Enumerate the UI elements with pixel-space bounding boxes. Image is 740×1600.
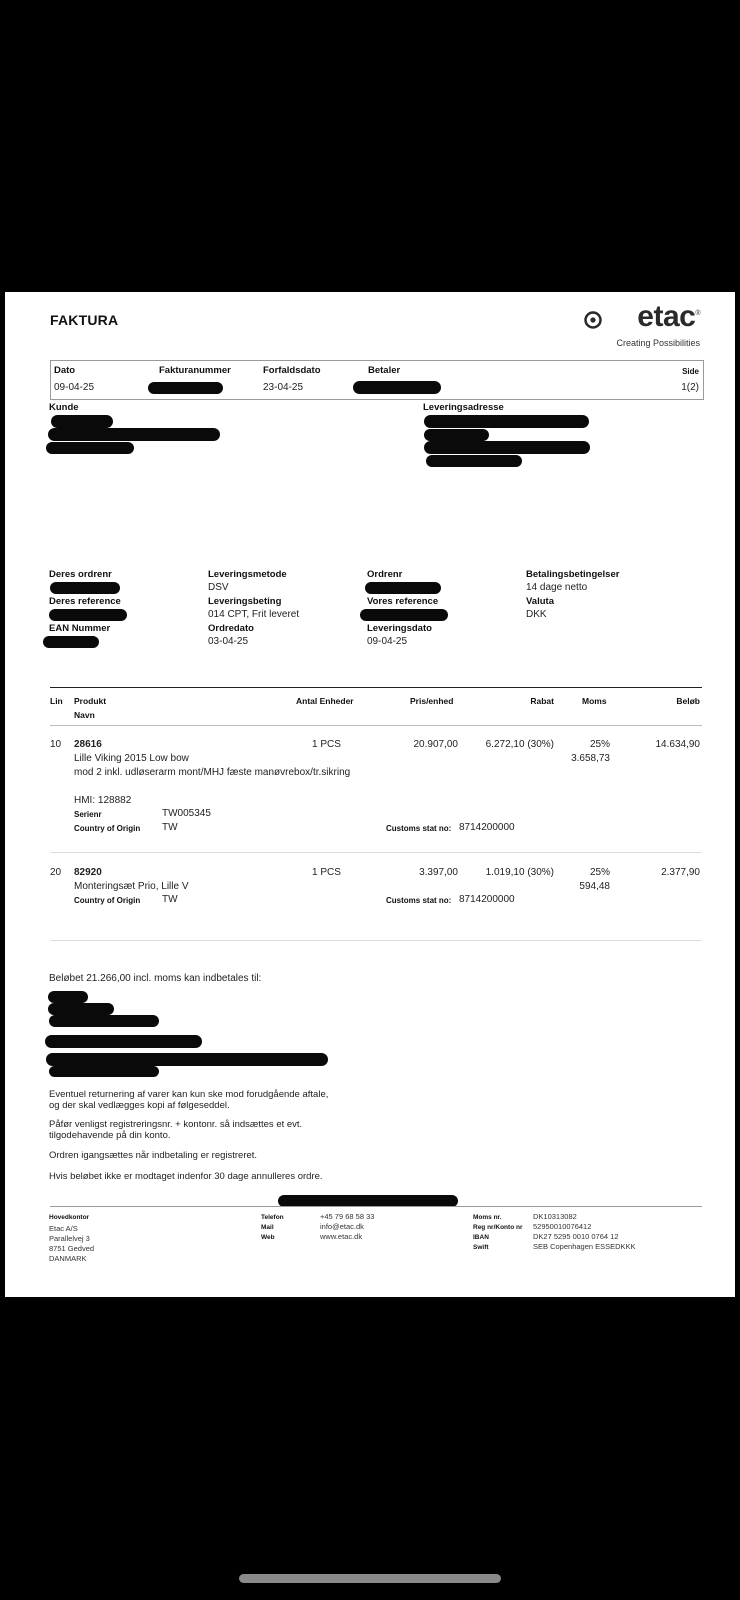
logo-word: etac <box>637 300 696 333</box>
line-1-customs-label: Customs stat no: <box>386 824 452 833</box>
line-2-customs-label: Customs stat no: <box>386 896 452 905</box>
redaction-kunde-3 <box>46 442 134 454</box>
swift-value: SEB Copenhagen ESSEDKKK <box>533 1242 636 1251</box>
col-produkt: Produkt <box>74 696 107 706</box>
line-1-lin: 10 <box>50 739 62 750</box>
redaction-pay-1 <box>48 991 88 1003</box>
betalingsbetingelser-value: 14 dage netto <box>526 582 588 593</box>
col-pris: Pris/enhed <box>410 696 454 706</box>
line-2-origin-value: TW <box>162 894 178 905</box>
swift-label: Swift <box>473 1244 489 1251</box>
redaction-pay-4 <box>45 1035 202 1048</box>
telefon-label: Telefon <box>261 1214 284 1221</box>
payment-amount-text: Beløbet 21.266,00 incl. moms kan indbetales til: <box>49 973 262 984</box>
line-1-discount: 6.272,10 (30%) <box>485 739 554 750</box>
line-1-hmi: HMI: 128882 <box>74 795 132 806</box>
valuta-label: Valuta <box>526 596 554 607</box>
reg-label: Reg nr/Konto nr <box>473 1224 523 1231</box>
col-navn: Navn <box>74 710 95 720</box>
ordredato-value: 03-04-25 <box>208 636 249 647</box>
redaction-kunde-2 <box>48 428 220 441</box>
line-2-amount: 2.377,90 <box>661 867 700 878</box>
telefon-value: +45 79 68 58 33 <box>320 1212 375 1221</box>
redaction-deres-reference <box>49 609 127 621</box>
col-antal: Antal Enheder <box>296 696 354 706</box>
col-belob: Beløb <box>676 696 700 706</box>
reg-value: 52950010076412 <box>533 1222 592 1231</box>
ordredato-label: Ordredato <box>208 623 254 634</box>
web-label: Web <box>261 1234 275 1241</box>
line-1-qty: 1 PCS <box>312 739 341 750</box>
leveringsmetode-value: DSV <box>208 582 229 593</box>
side-value: 1(2) <box>681 382 699 393</box>
note-return: Eventuel returnering af varer kan kun ske mod forudgående aftale, og der skal vedlægges kopi af følgeseddel. <box>49 1089 329 1111</box>
redaction-lev-4 <box>426 455 522 467</box>
redaction-pay-3 <box>49 1015 159 1027</box>
forfaldsdato-label: Forfaldsdato <box>263 365 321 376</box>
col-moms: Moms <box>582 696 607 706</box>
footer-rule <box>50 1206 702 1207</box>
redaction-ean <box>43 636 99 648</box>
fakturanummer-label: Fakturanummer <box>159 365 231 376</box>
leveringsbeting-label: Leveringsbeting <box>208 596 282 607</box>
vores-reference-label: Vores reference <box>367 596 439 607</box>
kunde-label: Kunde <box>49 402 79 413</box>
redaction-fakturanummer <box>148 382 223 394</box>
line-1-product: 28616 <box>74 739 102 750</box>
leveringsdato-value: 09-04-25 <box>367 636 408 647</box>
line-1-amount: 14.634,90 <box>655 739 700 750</box>
line-2-name: Monteringsæt Prio, Lille V <box>74 881 189 892</box>
line-2-product: 82920 <box>74 867 102 878</box>
line-1-serienr-value: TW005345 <box>162 808 211 819</box>
line-2-vat-rate: 25% <box>589 867 610 878</box>
betalingsbetingelser-label: Betalingsbetingelser <box>526 569 620 580</box>
line-1-vat-rate: 25% <box>589 739 610 750</box>
deres-ordrenr-label: Deres ordrenr <box>49 569 112 580</box>
line-1-origin-value: TW <box>162 822 178 833</box>
line-2-price: 3.397,00 <box>419 867 458 878</box>
line-2-customs-value: 8714200000 <box>459 894 515 905</box>
address-line-2: Parallelvej 3 <box>49 1234 90 1243</box>
note-order-start: Ordren igangsættes når indbetaling er registreret. <box>49 1150 258 1161</box>
ordrenr-label: Ordrenr <box>367 569 403 580</box>
line-1-desc: mod 2 inkl. udløserarm mont/MHJ fæste manøvrebox/tr.sikring <box>74 767 351 778</box>
line-1-serienr-label: Serienr <box>74 810 102 819</box>
redaction-lev-3 <box>424 441 590 454</box>
note-registration: Påfør venligst registreringsnr. + kontonr. så indsættes et evt. tilgodehavende på din konto. <box>49 1119 303 1141</box>
invoice-header-box <box>50 360 704 400</box>
redaction-deres-ordrenr <box>50 582 120 594</box>
dato-label: Dato <box>54 365 76 376</box>
line-2-discount: 1.019,10 (30%) <box>485 867 554 878</box>
leveringsbeting-value: 014 CPT, Frit leveret <box>208 609 300 620</box>
table-top-rule <box>50 687 702 688</box>
redaction-pay-6 <box>49 1066 159 1077</box>
valuta-value: DKK <box>526 609 547 620</box>
betaler-label: Betaler <box>368 365 401 376</box>
hovedkontor-label: Hovedkontor <box>49 1214 90 1221</box>
leveringsdato-label: Leveringsdato <box>367 623 432 634</box>
line-2-origin-label: Country of Origin <box>74 896 141 905</box>
mail-value: info@etac.dk <box>320 1222 364 1231</box>
address-line-3: 8751 Gedved <box>49 1244 95 1253</box>
line-2-qty: 1 PCS <box>312 867 341 878</box>
logo-registered: ® <box>695 310 700 317</box>
redaction-ordrenr <box>365 582 441 594</box>
address-line-4: DANMARK <box>49 1254 87 1263</box>
dato-value: 09-04-25 <box>54 382 95 393</box>
line-2-rule <box>50 940 702 941</box>
redaction-pay-2 <box>48 1003 114 1015</box>
moms-value: DK10313082 <box>533 1212 577 1221</box>
redaction-lev-2 <box>424 429 489 441</box>
address-line-1: Etac A/S <box>49 1224 78 1233</box>
redaction-lev-1 <box>424 415 589 428</box>
line-1-rule <box>50 852 702 853</box>
redaction-betaler <box>353 381 441 394</box>
line-2-vat-amount: 594,48 <box>579 881 610 892</box>
moms-label: Moms nr. <box>473 1214 502 1221</box>
table-header-rule <box>50 725 702 726</box>
iban-value: DK27 5295 0010 0764 12 <box>533 1232 619 1241</box>
redaction-vores-reference <box>360 609 448 621</box>
leveringsadresse-label: Leveringsadresse <box>423 402 504 413</box>
col-rabat: Rabat <box>530 696 554 706</box>
redaction-kunde-1 <box>51 415 113 428</box>
leveringsmetode-label: Leveringsmetode <box>208 569 287 580</box>
home-indicator[interactable] <box>239 1574 501 1583</box>
deres-reference-label: Deres reference <box>49 596 121 607</box>
forfaldsdato-value: 23-04-25 <box>263 382 304 393</box>
mail-label: Mail <box>261 1224 274 1231</box>
invoice-page <box>5 292 735 1297</box>
line-1-vat-amount: 3.658,73 <box>571 753 610 764</box>
note-cancel: Hvis beløbet ikke er modtaget indenfor 30 dage annulleres ordre. <box>49 1171 323 1182</box>
logo-ring-icon <box>584 311 602 329</box>
line-1-customs-value: 8714200000 <box>459 822 515 833</box>
line-1-price: 20.907,00 <box>413 739 458 750</box>
iban-label: IBAN <box>473 1234 489 1241</box>
logo-tagline: Creating Possibilities <box>616 338 700 348</box>
etac-logo <box>580 300 700 350</box>
ean-label: EAN Nummer <box>49 623 111 634</box>
side-label: Side <box>682 367 699 376</box>
line-1-origin-label: Country of Origin <box>74 824 141 833</box>
web-value: www.etac.dk <box>320 1232 363 1241</box>
redaction-pay-5 <box>46 1053 328 1066</box>
line-2-lin: 20 <box>50 867 62 878</box>
col-lin: Lin <box>50 696 63 706</box>
line-1-name: Lille Viking 2015 Low bow <box>74 753 189 764</box>
document-title: FAKTURA <box>50 312 119 328</box>
